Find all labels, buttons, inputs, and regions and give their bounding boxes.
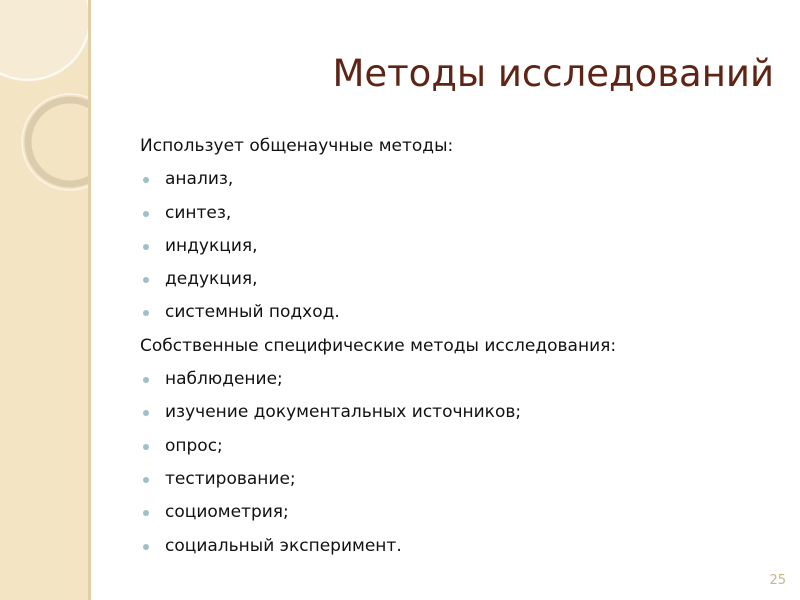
list-item-label: тестирование; xyxy=(165,468,296,489)
list-item xyxy=(140,363,780,396)
side-panel-edge xyxy=(88,0,91,600)
section-heading-specific-methods: Собственные специфические методы исследования: xyxy=(140,335,617,356)
list-item xyxy=(140,430,780,463)
bullet-dot-icon xyxy=(143,211,149,217)
list-item xyxy=(140,296,780,329)
bullet-dot-icon xyxy=(143,377,149,383)
section-heading-general-methods: Использует общенаучные методы: xyxy=(140,136,454,156)
bullet-dot-icon xyxy=(143,510,149,516)
list-item-label: социометрия; xyxy=(165,502,289,523)
list-item-label: системный подход. xyxy=(165,302,340,323)
list-item xyxy=(140,197,780,230)
bullet-dot-icon xyxy=(143,477,149,483)
list-item-label: наблюдение; xyxy=(165,369,283,390)
bullet-dot-icon xyxy=(143,277,149,283)
slide-content xyxy=(140,130,780,563)
list-item-label: изучение документальных источников; xyxy=(165,402,522,423)
list-item-label: дедукция, xyxy=(165,269,258,290)
decorative-side-panel xyxy=(0,0,88,600)
list-item xyxy=(140,230,780,263)
list-item-label: опрос; xyxy=(165,435,223,456)
page-number: 25 xyxy=(769,573,786,588)
bullet-dot-icon xyxy=(143,177,149,183)
bullet-dot-icon xyxy=(143,310,149,316)
list-item-label: индукция, xyxy=(165,235,258,256)
bullet-dot-icon xyxy=(143,244,149,250)
bullet-dot-icon xyxy=(143,444,149,450)
list-item xyxy=(140,163,780,196)
list-item-label: анализ, xyxy=(165,169,234,190)
list-item-label: социальный эксперимент. xyxy=(165,535,402,556)
slide-title: Методы исследований xyxy=(332,52,774,95)
list-item xyxy=(140,496,780,529)
list-item xyxy=(140,463,780,496)
bullet-dot-icon xyxy=(143,544,149,550)
list-item xyxy=(140,530,780,563)
decorative-circles xyxy=(0,0,88,600)
bullet-dot-icon xyxy=(143,410,149,416)
list-item xyxy=(140,396,780,429)
list-item-label: синтез, xyxy=(165,202,232,223)
list-item xyxy=(140,263,780,296)
